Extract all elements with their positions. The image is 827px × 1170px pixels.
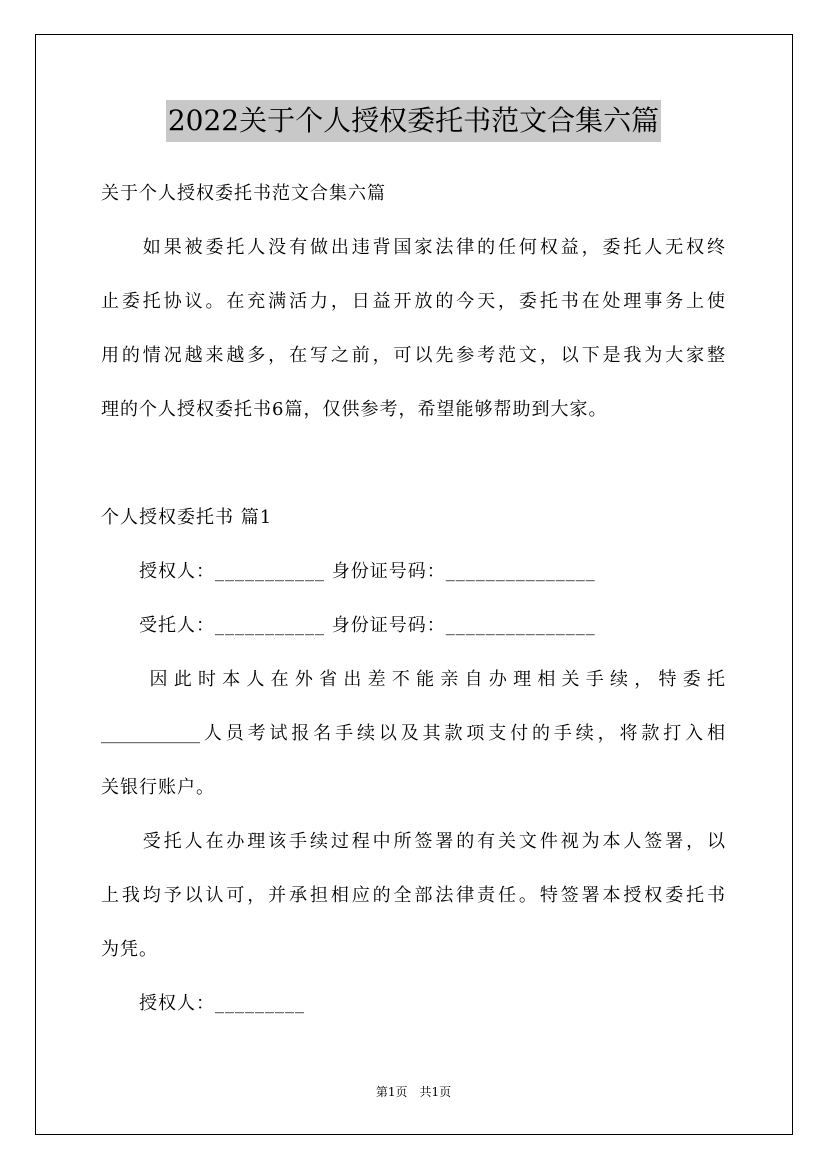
body1-line-3: 关银行账户。 — [101, 777, 215, 798]
title-wrap — [0, 100, 827, 142]
intro-line-2: 止委托协议。在充满活力，日益开放的今天，委托书在处理事务上使 — [101, 291, 725, 312]
body2-line-1: 受托人在办理该手续过程中所签署的有关文件视为本人签署，以 — [101, 831, 725, 852]
grantor-line: 授权人：___________ 身份证号码：_______________ — [101, 561, 596, 582]
body1-line-2: ___________人员考试报名手续以及其款项支付的手续，将款打入相 — [101, 723, 725, 744]
subtitle: 关于个人授权委托书范文合集六篇 — [101, 183, 386, 204]
sign-line: 授权人：_________ — [101, 993, 305, 1014]
document-title: 2022关于个人授权委托书范文合集六篇 — [166, 100, 661, 142]
section-heading: 个人授权委托书 篇1 — [101, 507, 273, 528]
agent-line: 受托人：___________ 身份证号码：_______________ — [101, 615, 596, 636]
body2-line-3: 为凭。 — [101, 939, 158, 960]
intro-line-4: 理的个人授权委托书6篇，仅供参考，希望能够帮助到大家。 — [101, 399, 608, 420]
body1-line-1: 因此时本人在外省出差不能亲自办理相关手续，特委托 — [101, 669, 725, 690]
page-footer: 第1页 共1页 — [375, 1085, 452, 1099]
body2-line-2: 上我均予以认可，并承担相应的全部法律责任。特签署本授权委托书 — [101, 885, 725, 906]
intro-line-3: 用的情况越来越多，在写之前，可以先参考范文，以下是我为大家整 — [101, 345, 725, 366]
intro-line-1: 如果被委托人没有做出违背国家法律的任何权益，委托人无权终 — [101, 237, 725, 258]
